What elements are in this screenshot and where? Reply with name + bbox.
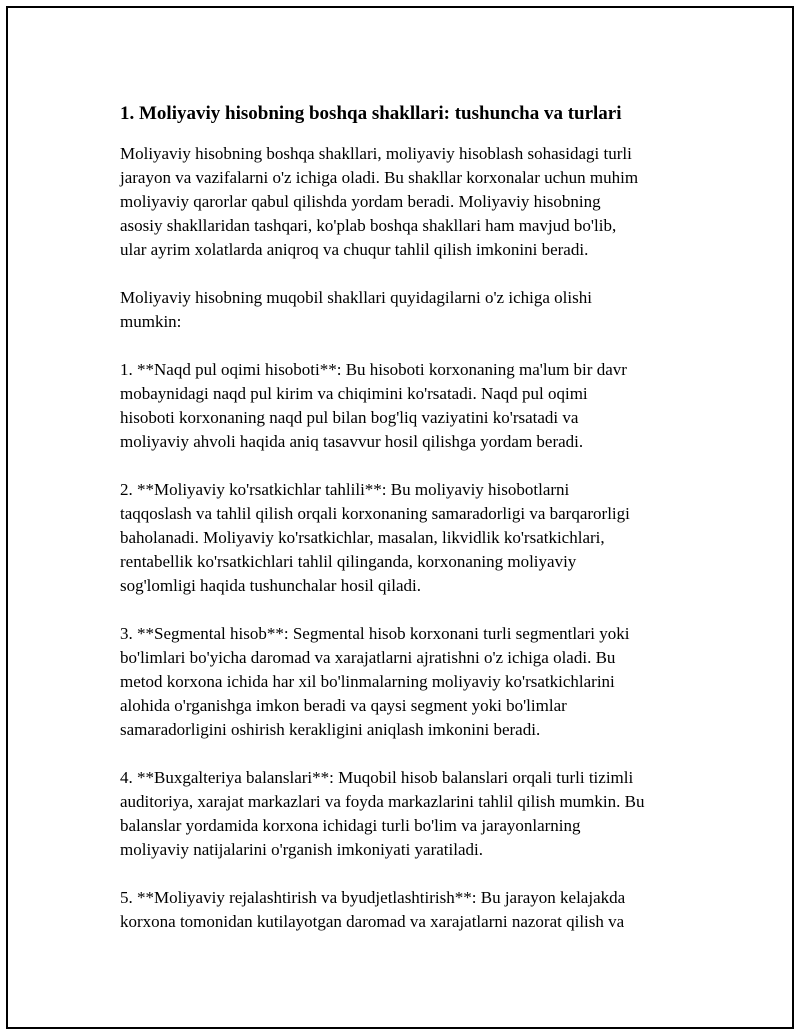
- list-item-2: [120, 478, 700, 598]
- text-line: moliyaviy ahvoli haqida aniq tasavvur hosil qilishga yordam beradi.: [120, 432, 584, 451]
- text-line: 3. **Segmental hisob**: Segmental hisob korxonani turli segmentlari yoki: [120, 624, 630, 643]
- text-line: balanslar yordamida korxona ichidagi turli bo'lim va jarayonlarning: [120, 816, 581, 835]
- list-item-1: [120, 358, 700, 454]
- text-line: Moliyaviy hisobning boshqa shakllari, moliyaviy hisoblash sohasidagi turli: [120, 144, 632, 163]
- document-body: [120, 101, 700, 934]
- text-line: metod korxona ichida har xil bo'linmalarning moliyaviy ko'rsatkichlarini: [120, 672, 615, 691]
- text-line: samaradorligini oshirish kerakligini aniqlash imkonini beradi.: [120, 720, 541, 739]
- spacer: [120, 598, 700, 622]
- text-line: jarayon va vazifalarni o'z ichiga oladi. Bu shakllar korxonalar uchun muhim: [120, 168, 639, 187]
- spacer: [120, 454, 700, 478]
- paragraph-alternatives: [120, 286, 700, 334]
- list-item-3: [120, 622, 700, 742]
- list-item-5: [120, 886, 700, 934]
- text-line: auditoriya, xarajat markazlari va foyda markazlarini tahlil qilish mumkin. Bu: [120, 792, 645, 811]
- spacer: [120, 262, 700, 286]
- text-line: mobaynidagi naqd pul kirim va chiqimini ko'rsatadi. Naqd pul oqimi: [120, 384, 588, 403]
- text-line: 1. **Naqd pul oqimi hisoboti**: Bu hisoboti korxonaning ma'lum bir davr: [120, 360, 627, 379]
- text-line: 5. **Moliyaviy rejalashtirish va byudjetlashtirish**: Bu jarayon kelajakda: [120, 888, 626, 907]
- text-line: bo'limlari bo'yicha daromad va xarajatlarni ajratishni o'z ichiga oladi. Bu: [120, 648, 616, 667]
- text-line: moliyaviy qarorlar qabul qilishda yordam beradi. Moliyaviy hisobning: [120, 192, 601, 211]
- text-line: moliyaviy natijalarini o'rganish imkoniyati yaratiladi.: [120, 840, 483, 859]
- spacer: [120, 862, 700, 886]
- text-line: hisoboti korxonaning naqd pul bilan bog'liq vaziyatini ko'rsatadi va: [120, 408, 579, 427]
- text-line: sog'lomligi haqida tushunchalar hosil qiladi.: [120, 576, 421, 595]
- list-item-4: [120, 766, 700, 862]
- text-line: baholanadi. Moliyaviy ko'rsatkichlar, masalan, likvidlik ko'rsatkichlari,: [120, 528, 605, 547]
- text-line: korxona tomonidan kutilayotgan daromad va xarajatlarni nazorat qilish va: [120, 912, 625, 931]
- text-line: rentabellik ko'rsatkichlari tahlil qilinganda, korxonaning moliyaviy: [120, 552, 577, 571]
- spacer: [120, 334, 700, 358]
- spacer: [120, 127, 700, 142]
- text-line: Moliyaviy hisobning muqobil shakllari quyidagilarni o'z ichiga olishi: [120, 288, 592, 307]
- page-title: 1. Moliyaviy hisobning boshqa shakllari: tushuncha va turlari: [120, 103, 622, 124]
- page-frame: [6, 6, 794, 1029]
- text-line: alohida o'rganishga imkon beradi va qaysi segment yoki bo'limlar: [120, 696, 567, 715]
- text-line: 2. **Moliyaviy ko'rsatkichlar tahlili**: Bu moliyaviy hisobotlarni: [120, 480, 570, 499]
- paragraph-intro: [120, 142, 700, 262]
- text-line: mumkin:: [120, 312, 182, 331]
- text-line: asosiy shakllaridan tashqari, ko'plab boshqa shakllari ham mavjud bo'lib,: [120, 216, 617, 235]
- text-line: ular ayrim xolatlarda aniqroq va chuqur tahlil qilish imkonini beradi.: [120, 240, 589, 259]
- text-line: taqqoslash va tahlil qilish orqali korxonaning samaradorligi va barqarorligi: [120, 504, 630, 523]
- text-line: 4. **Buxgalteriya balanslari**: Muqobil hisob balanslari orqali turli tizimli: [120, 768, 634, 787]
- spacer: [120, 742, 700, 766]
